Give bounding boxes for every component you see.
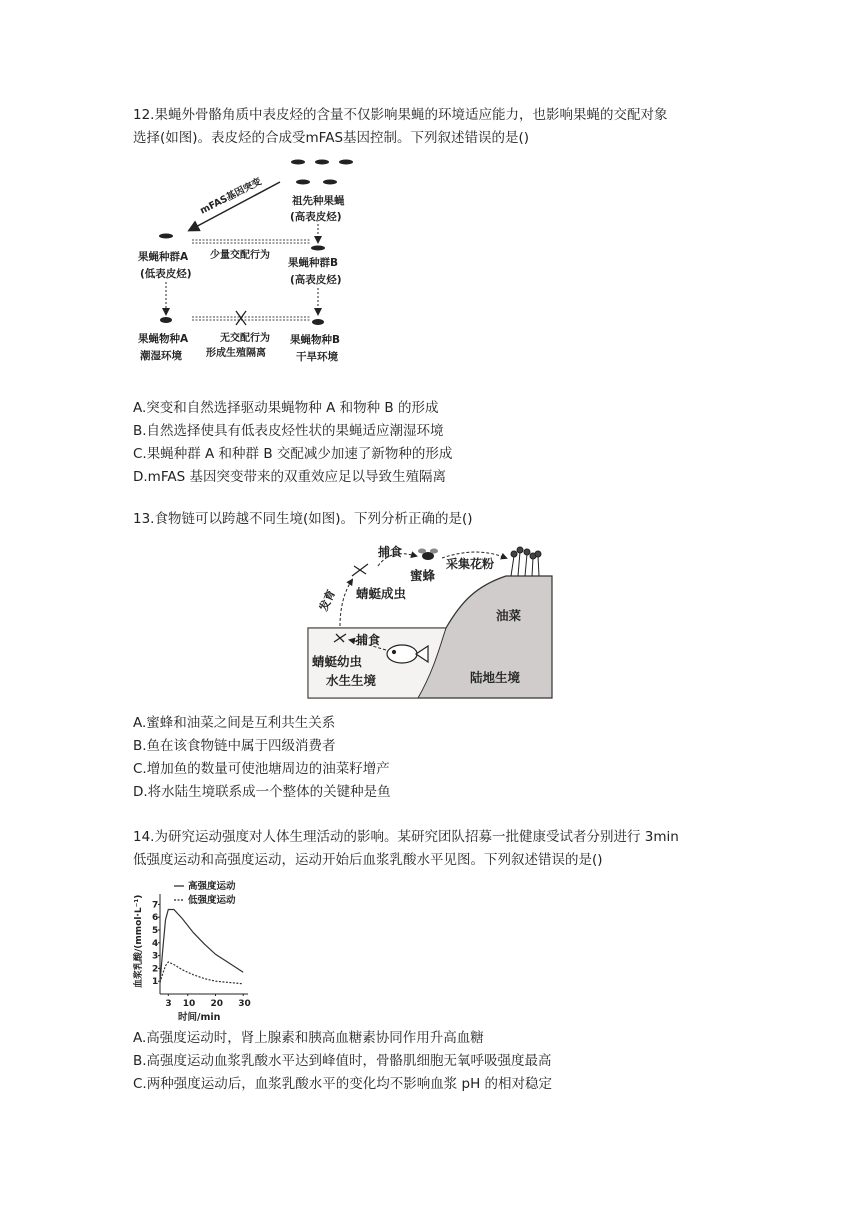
chart-xlabel: 时间/min [178, 1012, 221, 1023]
speciesA-fly-icon [160, 317, 172, 323]
q12-option-a: A.突变和自然选择驱动果蝇物种 A 和物种 B 的形成 [133, 400, 439, 416]
y-tick-label: 3 [152, 951, 159, 962]
prey-bottom-label: 捕食 [356, 633, 381, 647]
dragonfly-adult-icon [352, 564, 368, 576]
series-low-intensity-line [160, 962, 243, 984]
popB-fly-icon [311, 246, 325, 251]
legend-low-label: 低强度运动 [188, 895, 236, 906]
bee-icon [418, 549, 438, 561]
bee-label: 蜜蜂 [410, 568, 436, 583]
q13-option-b: B.鱼在该食物链中属于四级消费者 [133, 738, 336, 754]
q13-food-chain-figure [306, 542, 554, 700]
q12-option-d: D.mFAS 基因突变带来的双重效应足以导致生殖隔离 [133, 469, 446, 485]
y-tick-label: 5 [152, 926, 159, 936]
mutation-label: mFAS基因突变 [198, 176, 264, 217]
no-mating-label-1: 无交配行为 [220, 333, 270, 344]
q14-option-a: A.高强度运动时，肾上腺素和胰高血糖素协同作用升高血糖 [133, 1030, 484, 1046]
q12-option-b: B.自然选择使具有低表皮烃性状的果蝇适应潮湿环境 [133, 423, 444, 439]
ancestor-label-1: 祖先种果蝇 [292, 195, 345, 207]
speciesB-label-1: 果蝇物种B [290, 334, 341, 346]
q12-stem-line1: 12.果蝇外骨骼角质中表皮烃的含量不仅影响果蝇的环境适应能力，也影响果蝇的交配对象 [133, 107, 668, 123]
speciesB-label-2: 干旱环境 [296, 351, 338, 363]
chart-ylabel: 血浆乳酸/(mmol·L⁻¹) [134, 894, 144, 988]
y-tick-label: 6 [152, 913, 159, 924]
q14-stem-line1: 14.为研究运动强度对人体生理活动的影响。某研究团队招募一批健康受试者分别进行 3min [133, 829, 679, 845]
x-tick-label: 30 [238, 999, 251, 1009]
legend [174, 880, 236, 906]
speciesB-fly-icon [312, 319, 324, 325]
rapeseed-label: 油菜 [496, 608, 522, 623]
q14-option-b: B.高强度运动血浆乳酸水平达到峰值时，骨骼肌细胞无氧呼吸强度最高 [133, 1053, 552, 1069]
q14-option-c: C.两种强度运动后，血浆乳酸水平的变化均不影响血浆 pH 的相对稳定 [133, 1076, 553, 1092]
dragonfly-larva-label: 蜻蜓幼虫 [312, 654, 363, 669]
cross-icon [236, 311, 246, 325]
popB-label-2: (高表皮烃) [290, 274, 342, 286]
ancestor-label-2: (高表皮烃) [290, 211, 342, 223]
x-tick-label: 10 [182, 999, 196, 1009]
q13-stem: 13.食物链可以跨越不同生境(如图)。下列分析正确的是() [133, 511, 473, 527]
x-tick-label: 3 [165, 999, 172, 1009]
popA-label-2: (低表皮烃) [140, 268, 192, 280]
q13-option-d: D.将水陆生境联系成一个整体的关键种是鱼 [133, 784, 391, 800]
q14-stem-line2: 低强度运动和高强度运动，运动开始后血浆乳酸水平见图。下列叙述错误的是() [133, 852, 603, 868]
y-tick-label: 4 [152, 938, 159, 949]
y-tick-label: 2 [152, 964, 159, 975]
few-mating-label: 少量交配行为 [210, 250, 270, 261]
popB-label-1: 果蝇种群B [288, 257, 339, 269]
speciesA-label-1: 果蝇物种A [138, 333, 189, 345]
no-mating-label-2: 形成生殖隔离 [206, 348, 266, 359]
prey-top-label: 捕食 [378, 545, 403, 559]
dragonfly-adult-label: 蜻蜓成虫 [356, 586, 407, 601]
speciesA-label-2: 潮湿环境 [140, 350, 182, 362]
legend-high-label: 高强度运动 [188, 881, 236, 892]
rapeseed-icon [511, 547, 541, 576]
lactate-chart [130, 876, 260, 1024]
aquatic-label: 水生生境 [326, 673, 377, 688]
y-tick-label: 1 [152, 977, 159, 988]
popA-fly-icon [159, 234, 173, 239]
q12-speciation-figure [130, 152, 370, 372]
chart-series [160, 910, 243, 984]
q13-option-c: C.增加鱼的数量可使池塘周边的油菜籽增产 [133, 761, 390, 777]
land-label: 陆地生境 [470, 670, 521, 685]
y-tick-label: 7 [152, 900, 159, 911]
collect-pollen-label: 采集花粉 [446, 557, 495, 571]
q12-option-c: C.果蝇种群 A 和种群 B 交配减少加速了新物种的形成 [133, 446, 453, 462]
develop-label: 发育 [316, 587, 339, 614]
q13-option-a: A.蜜蜂和油菜之间是互利共生关系 [133, 715, 336, 731]
ancestor-flies-icon [291, 160, 353, 185]
chart-axes [152, 894, 251, 1009]
x-tick-label: 20 [210, 999, 224, 1009]
series-high-intensity-line [160, 910, 243, 983]
popA-label-1: 果蝇种群A [138, 251, 189, 263]
q12-stem-line2: 选择(如图)。表皮烃的合成受mFAS基因控制。下列叙述错误的是() [133, 130, 530, 146]
